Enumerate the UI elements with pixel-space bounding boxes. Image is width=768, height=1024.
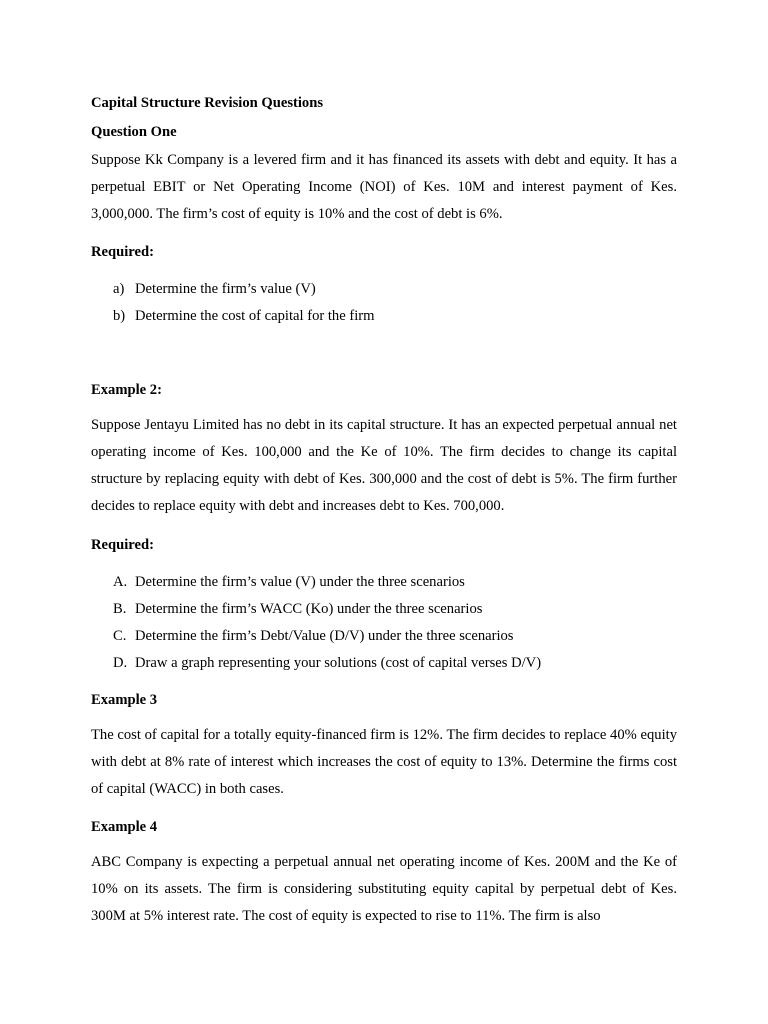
example-2-list — [91, 573, 677, 673]
example-3-heading: Example 3 — [91, 692, 158, 708]
example-2-required: Required: — [91, 537, 154, 553]
list-item — [91, 573, 677, 592]
document-title: Capital Structure Revision Questions — [91, 95, 324, 111]
example-2-body: Suppose Jentayu Limited has no debt in its capital structure. It has an expected perpetual annual net operating income of Kes. 100,000 and the Ke of 10%. The firm decides to change its capital structure by replacing equity with debt of Kes. 300,000 and the cost of debt is 5%. The firm further decides to replace equity with debt and increases debt to Kes. 700,000. — [91, 417, 677, 514]
question-one-list — [91, 280, 677, 326]
example-2-heading: Example 2: — [91, 382, 162, 398]
list-item — [91, 600, 677, 619]
list-item-text: Determine the firm’s WACC (Ko) under the three scenarios — [135, 601, 483, 617]
list-marker: D. — [113, 655, 128, 671]
list-marker: b) — [113, 308, 126, 324]
example-3-body: The cost of capital for a totally equity-financed firm is 12%. The firm decides to replace 40% equity with debt at 8% rate of interest which increases the cost of equity to 13%. Determine the firms cost of capital (WACC) in both cases. — [91, 727, 677, 797]
question-one-heading: Question One — [91, 124, 177, 140]
list-marker: C. — [113, 628, 127, 644]
example-4-body: ABC Company is expecting a perpetual annual net operating income of Kes. 200M and the Ke of 10% on its assets. The firm is considering substituting equity capital by perpetual debt of Kes. 300M at 5% interest rate. The cost of equity is expected to rise to 11%. The firm is also — [91, 854, 677, 924]
list-item-text: Draw a graph representing your solutions (cost of capital verses D/V) — [135, 655, 542, 671]
list-item-text: Determine the cost of capital for the firm — [135, 308, 375, 324]
list-marker: a) — [113, 281, 125, 297]
question-one-required: Required: — [91, 244, 154, 260]
list-marker: B. — [113, 601, 127, 617]
list-item — [91, 307, 677, 326]
list-item-text: Determine the firm’s value (V) under the three scenarios — [135, 574, 465, 590]
list-marker: A. — [113, 574, 128, 590]
list-item — [91, 280, 677, 299]
list-item — [91, 627, 677, 646]
list-item-text: Determine the firm’s value (V) — [135, 281, 316, 297]
example-4-heading: Example 4 — [91, 819, 158, 835]
list-item — [91, 654, 677, 673]
list-item-text: Determine the firm’s Debt/Value (D/V) under the three scenarios — [135, 628, 514, 644]
question-one-body: Suppose Kk Company is a levered firm and it has financed its assets with debt and equity. It has a perpetual EBIT or Net Operating Income (NOI) of Kes. 10M and interest payment of Kes. 3,000,000. The firm’s cost of equity is 10% and the cost of debt is 6%. — [91, 152, 677, 222]
